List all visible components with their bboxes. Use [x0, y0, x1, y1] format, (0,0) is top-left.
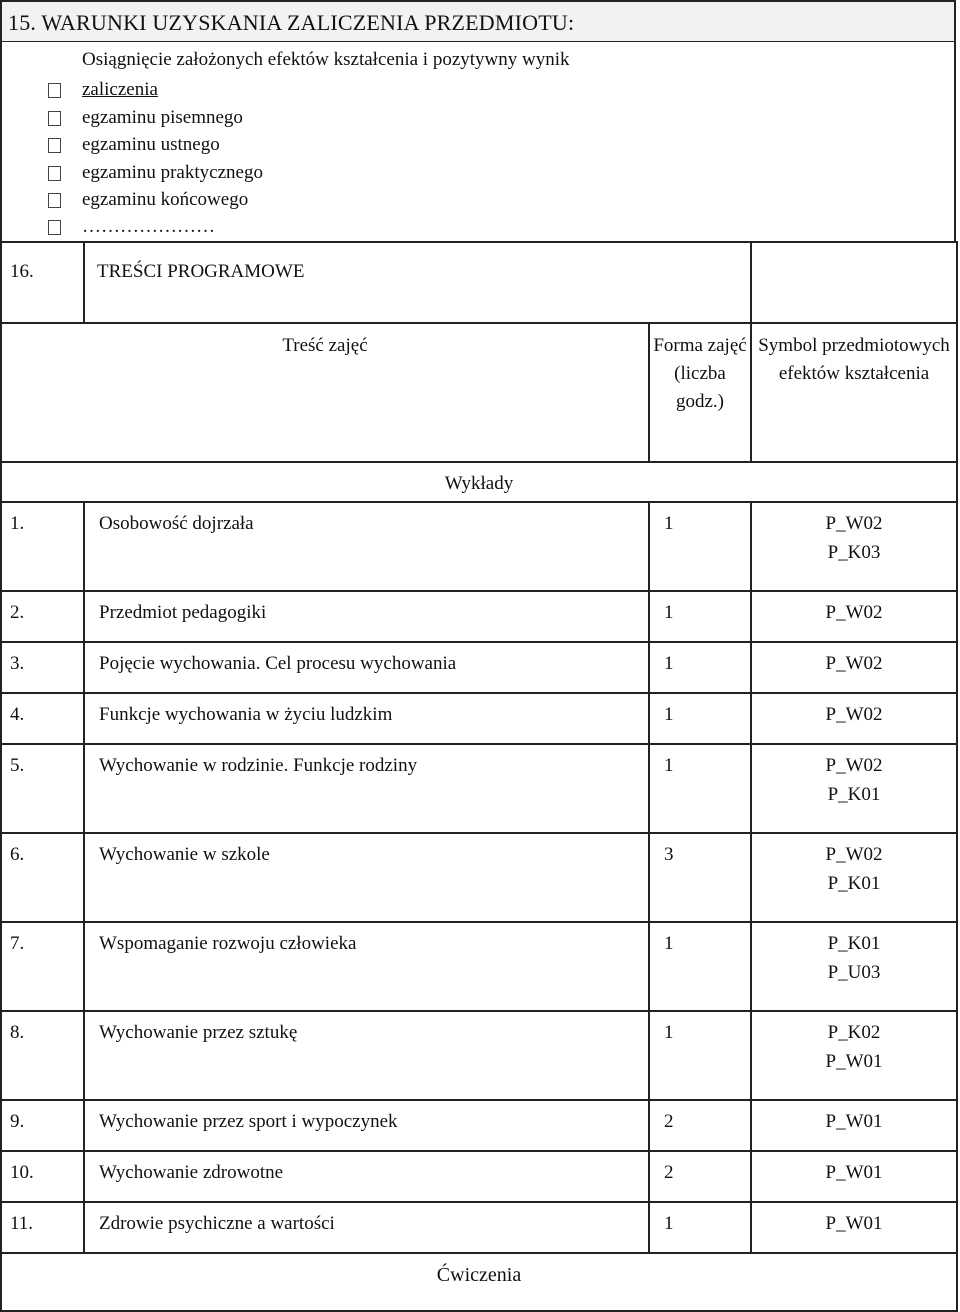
column-header-symbol: Symbol przedmiotowych efektów kształcenia — [751, 323, 957, 462]
row-hours: 2 — [649, 1151, 751, 1202]
condition-item-written-exam — [48, 107, 243, 129]
symbol-code: P_K03 — [827, 542, 881, 563]
exercises-label: Ćwiczenia — [1, 1253, 957, 1311]
symbol-code: P_W02 — [825, 602, 883, 623]
table-row — [1, 1100, 957, 1151]
table-row — [1, 744, 957, 833]
condition-label: ………………… — [82, 216, 215, 237]
row-number: 11. — [1, 1202, 84, 1253]
section-16-program-content — [0, 241, 956, 1312]
lectures-label-row — [1, 462, 957, 502]
symbol-code: P_W01 — [825, 1213, 883, 1234]
checkbox-icon[interactable] — [48, 83, 61, 98]
row-topic: Wychowanie w rodzinie. Funkcje rodziny — [84, 744, 649, 833]
program-table — [0, 241, 958, 1312]
row-hours: 1 — [649, 502, 751, 591]
row-number: 9. — [1, 1100, 84, 1151]
section-16-number: 16. — [1, 242, 84, 323]
row-hours: 1 — [649, 693, 751, 744]
row-topic: Wychowanie zdrowotne — [84, 1151, 649, 1202]
symbol-code: P_W02 — [825, 755, 883, 776]
row-symbols — [751, 1151, 957, 1202]
row-symbols — [751, 1011, 957, 1100]
condition-label: zaliczenia — [82, 79, 158, 100]
condition-item-credit — [48, 79, 158, 101]
row-hours: 1 — [649, 1011, 751, 1100]
column-header-form: Forma zajęć (liczba godz.) — [649, 323, 751, 462]
column-header-row — [1, 323, 957, 462]
row-symbols — [751, 922, 957, 1011]
symbol-code: P_W02 — [825, 513, 883, 534]
row-hours: 3 — [649, 833, 751, 922]
checkbox-icon[interactable] — [48, 138, 61, 153]
row-number: 4. — [1, 693, 84, 744]
table-row — [1, 1151, 957, 1202]
row-number: 10. — [1, 1151, 84, 1202]
table-row — [1, 502, 957, 591]
row-number: 3. — [1, 642, 84, 693]
row-symbols — [751, 1202, 957, 1253]
row-symbols — [751, 693, 957, 744]
row-topic: Wychowanie przez sztukę — [84, 1011, 649, 1100]
condition-label: egzaminu praktycznego — [82, 162, 263, 183]
row-symbols — [751, 642, 957, 693]
symbol-code: P_W02 — [825, 844, 883, 865]
row-hours: 1 — [649, 642, 751, 693]
symbol-code: P_U03 — [827, 962, 881, 983]
condition-item-final-exam — [48, 189, 248, 211]
checkbox-icon[interactable] — [48, 111, 61, 126]
row-symbols — [751, 1100, 957, 1151]
condition-item-other — [48, 216, 215, 238]
table-row — [1, 833, 957, 922]
table-row — [1, 922, 957, 1011]
section-15-header — [2, 2, 954, 42]
symbol-code: P_W02 — [825, 704, 883, 725]
table-row — [1, 693, 957, 744]
row-symbols — [751, 833, 957, 922]
symbol-code: P_K01 — [827, 873, 881, 894]
symbol-code: P_K01 — [827, 933, 881, 954]
symbol-code: P_W01 — [825, 1111, 883, 1132]
table-row — [1, 1202, 957, 1253]
table-row — [1, 1011, 957, 1100]
section-16-title: TREŚCI PROGRAMOWE — [84, 242, 751, 323]
row-symbols — [751, 744, 957, 833]
symbol-code: P_K01 — [827, 784, 881, 805]
exercises-label-row — [1, 1253, 957, 1311]
conditions-intro: Osiągnięcie założonych efektów kształcenia i pozytywny wynik — [82, 49, 570, 70]
symbol-code: P_W01 — [825, 1051, 883, 1072]
row-hours: 1 — [649, 1202, 751, 1253]
row-topic: Wychowanie w szkole — [84, 833, 649, 922]
row-number: 7. — [1, 922, 84, 1011]
row-number: 1. — [1, 502, 84, 591]
checkbox-icon[interactable] — [48, 166, 61, 181]
row-symbols — [751, 591, 957, 642]
checkbox-icon[interactable] — [48, 220, 61, 235]
condition-item-oral-exam — [48, 134, 220, 156]
section-16-header-row — [1, 242, 957, 323]
symbol-code: P_K02 — [827, 1022, 881, 1043]
section-16-empty-cell — [751, 242, 957, 323]
row-symbols — [751, 502, 957, 591]
condition-item-practical-exam — [48, 162, 263, 184]
section-15-title: 15. WARUNKI UZYSKANIA ZALICZENIA PRZEDMIOTU: — [8, 10, 575, 35]
condition-label: egzaminu pisemnego — [82, 107, 243, 128]
column-header-content: Treść zajęć — [1, 323, 649, 462]
row-number: 5. — [1, 744, 84, 833]
row-topic: Zdrowie psychiczne a wartości — [84, 1202, 649, 1253]
row-hours: 1 — [649, 591, 751, 642]
row-topic: Pojęcie wychowania. Cel procesu wychowania — [84, 642, 649, 693]
table-row — [1, 642, 957, 693]
checkbox-icon[interactable] — [48, 193, 61, 208]
row-number: 2. — [1, 591, 84, 642]
row-topic: Osobowość dojrzała — [84, 502, 649, 591]
symbol-code: P_W02 — [825, 653, 883, 674]
row-topic: Przedmiot pedagogiki — [84, 591, 649, 642]
row-hours: 2 — [649, 1100, 751, 1151]
row-topic: Funkcje wychowania w życiu ludzkim — [84, 693, 649, 744]
lectures-label: Wykłady — [1, 462, 957, 502]
table-row — [1, 591, 957, 642]
condition-label: egzaminu końcowego — [82, 189, 249, 210]
row-topic: Wspomaganie rozwoju człowieka — [84, 922, 649, 1011]
row-number: 6. — [1, 833, 84, 922]
row-number: 8. — [1, 1011, 84, 1100]
row-topic: Wychowanie przez sport i wypoczynek — [84, 1100, 649, 1151]
condition-label: egzaminu ustnego — [82, 134, 220, 155]
row-hours: 1 — [649, 922, 751, 1011]
row-hours: 1 — [649, 744, 751, 833]
symbol-code: P_W01 — [825, 1162, 883, 1183]
section-15-conditions — [0, 0, 956, 241]
